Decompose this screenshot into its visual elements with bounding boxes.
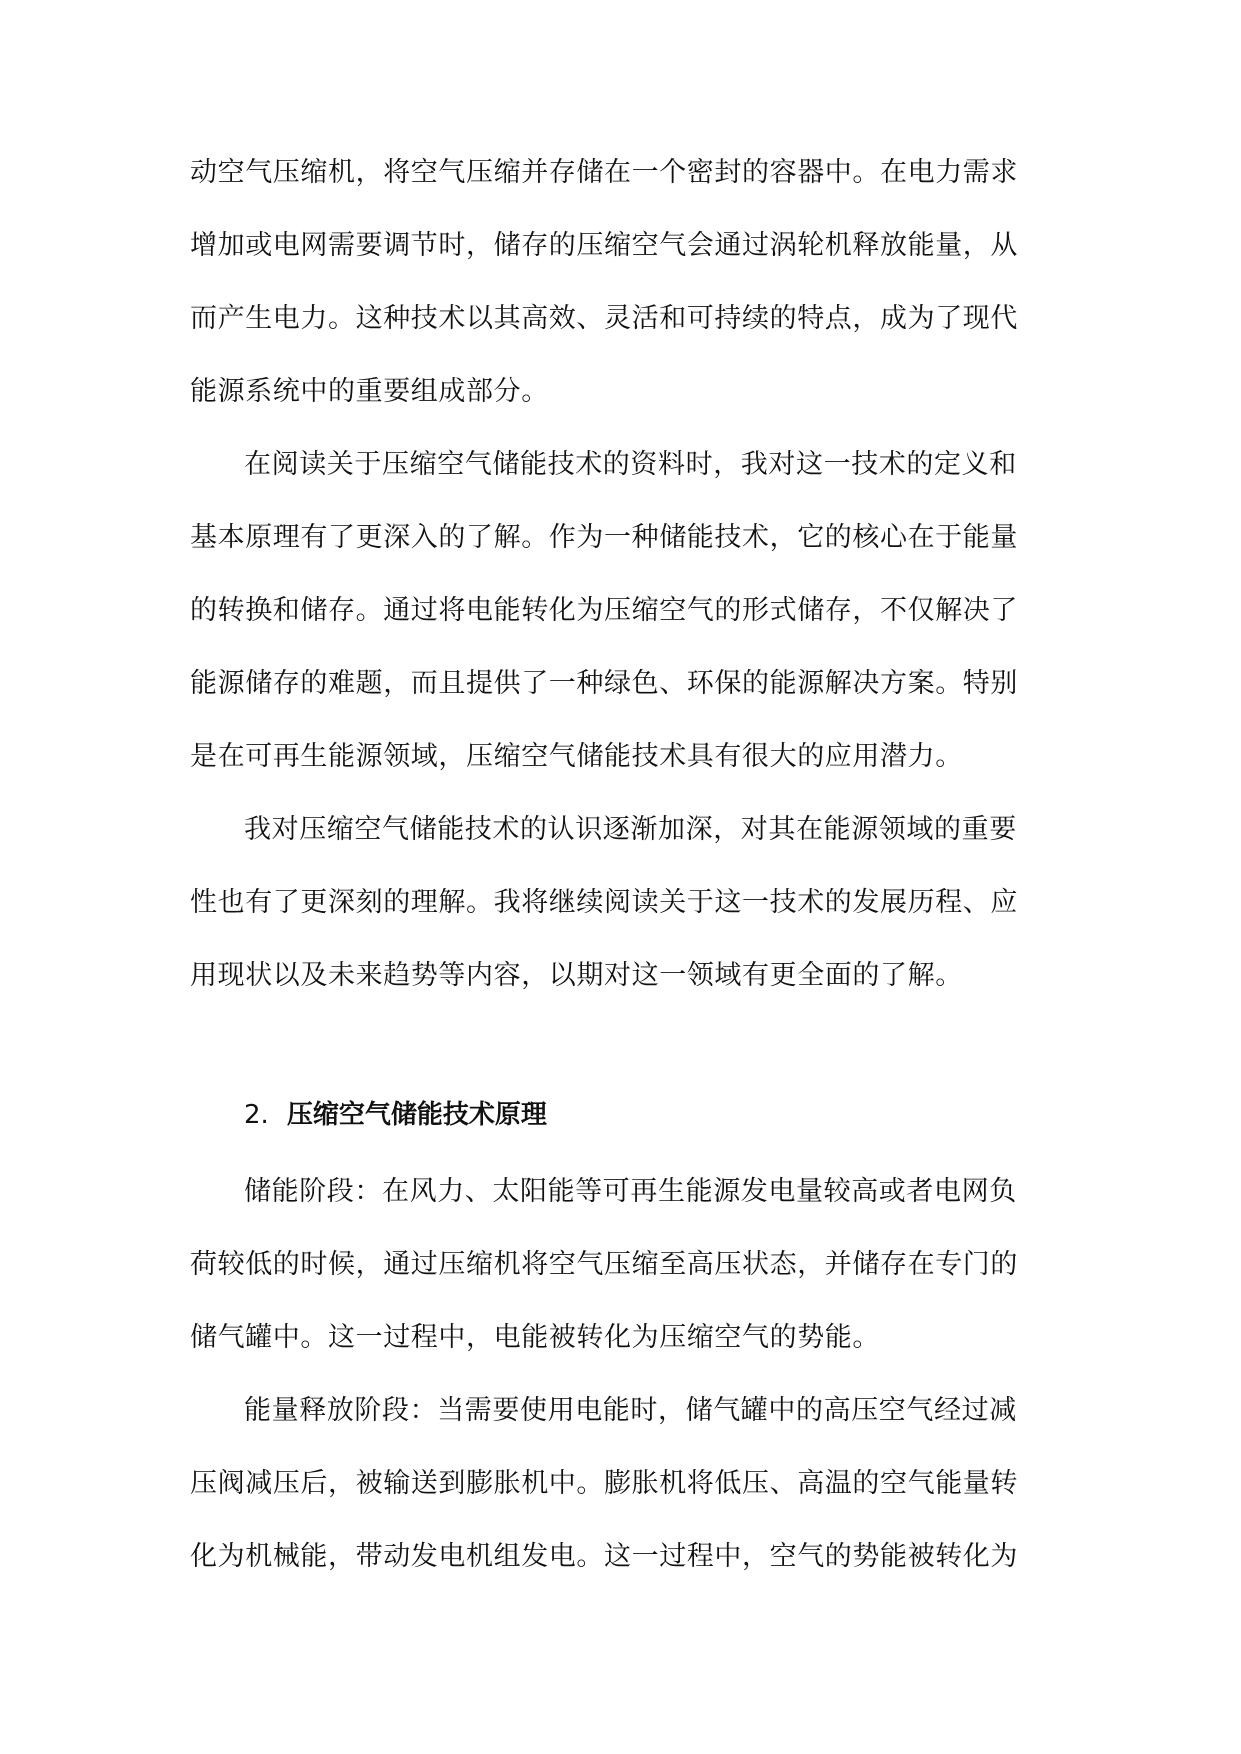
paragraph-definition [190,593,1050,628]
text-line: 化为机械能，带动发电机组发电。这一过程中，空气的势能被转化为 [190,1541,1018,1572]
text-line: 性也有了更深刻的理解。我将继续阅读关于这一技术的发展历程、应 [190,887,1018,918]
text-line: 增加或电网需要调节时，储存的压缩空气会通过涡轮机释放能量，从 [190,230,1018,261]
paragraph-release-stage [190,1539,1050,1574]
paragraph-understanding [244,812,1050,847]
paragraph-definition [244,447,1050,482]
section-heading [244,1098,547,1133]
text-line: 压阀减压后，被输送到膨胀机中。膨胀机将低压、高温的空气能量转 [190,1468,1018,1499]
paragraph-continuation [190,228,1050,263]
text-line: 而产生电力。这种技术以其高效、灵活和可持续的特点，成为了现代 [190,303,1018,334]
paragraph-understanding [190,958,1050,993]
paragraph-definition [190,666,1050,701]
text-line: 储能阶段：在风力、太阳能等可再生能源发电量较高或者电网负 [244,1176,1017,1207]
paragraph-definition [190,520,1050,555]
paragraph-release-stage [190,1466,1050,1501]
paragraph-continuation [190,301,1050,336]
text-line: 是在可再生能源领域，压缩空气储能技术具有很大的应用潜力。 [190,741,963,772]
text-line: 我对压缩空气储能技术的认识逐渐加深，对其在能源领域的重要 [244,814,1017,845]
paragraph-storage-stage [190,1247,1050,1282]
paragraph-storage-stage [244,1174,1050,1209]
text-line: 的转换和储存。通过将电能转化为压缩空气的形式储存，不仅解决了 [190,595,1018,626]
paragraph-continuation [190,155,1050,190]
text-line: 储气罐中。这一过程中，电能被转化为压缩空气的势能。 [190,1322,880,1353]
text-line: 基本原理有了更深入的了解。作为一种储能技术，它的核心在于能量 [190,522,1018,553]
text-line: 能源系统中的重要组成部分。 [190,376,549,407]
paragraph-definition [190,739,1050,774]
section-number: 2. [244,1100,269,1130]
text-line: 能量释放阶段：当需要使用电能时，储气罐中的高压空气经过减 [244,1395,1017,1426]
text-line: 动空气压缩机，将空气压缩并存储在一个密封的容器中。在电力需求 [190,157,1018,188]
text-line: 在阅读关于压缩空气储能技术的资料时，我对这一技术的定义和 [244,449,1017,480]
text-line: 用现状以及未来趋势等内容，以期对这一领域有更全面的了解。 [190,960,963,991]
paragraph-release-stage [244,1393,1050,1428]
text-line: 荷较低的时候，通过压缩机将空气压缩至高压状态，并储存在专门的 [190,1249,1018,1280]
paragraph-continuation [190,374,1050,409]
paragraph-storage-stage [190,1320,1050,1355]
section-title: 压缩空气储能技术原理 [286,1100,547,1130]
paragraph-understanding [190,885,1050,920]
text-line: 能源储存的难题，而且提供了一种绿色、环保的能源解决方案。特别 [190,668,1018,699]
